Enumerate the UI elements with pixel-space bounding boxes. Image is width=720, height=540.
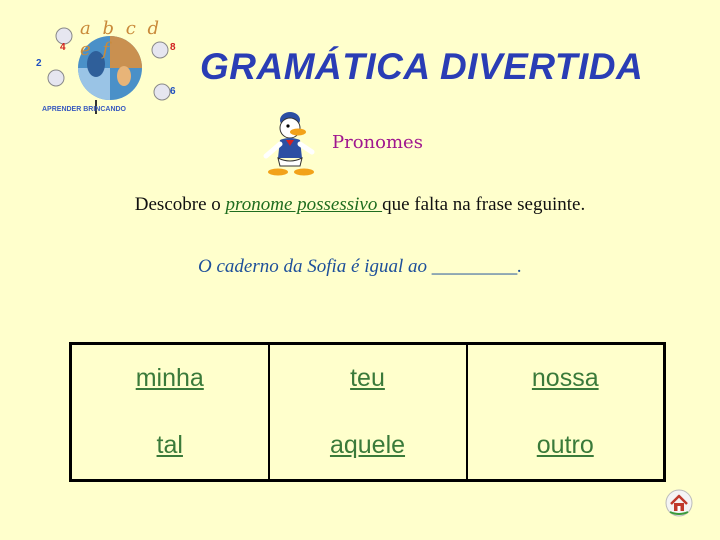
logo-number: 2 [36, 58, 42, 69]
instruction-text [0, 194, 720, 216]
logo-number: 8 [170, 42, 176, 53]
logo-number: 6 [170, 86, 176, 97]
exercise-sentence: O caderno da Sofia é igual ao _________. [197, 256, 523, 277]
page-title: GRAMÁTICA DIVERTIDA [200, 46, 644, 87]
instruction-keyword: pronome possessivo [225, 194, 383, 215]
logo-caption: APRENDER BRINCANDO [42, 106, 127, 113]
duck-mascot-icon [258, 106, 322, 178]
option-aquele[interactable]: aquele [269, 412, 467, 481]
options-row [71, 344, 665, 413]
option-tal[interactable]: tal [156, 431, 183, 459]
option-outro[interactable]: outro [536, 431, 594, 459]
home-icon[interactable] [664, 488, 694, 518]
logo [34, 14, 184, 118]
option-minha[interactable]: minha [135, 364, 204, 392]
answer-options-table [69, 342, 666, 482]
options-row [71, 412, 665, 481]
option-nossa[interactable]: nossa [531, 364, 599, 392]
option-teu[interactable]: teu [269, 344, 467, 413]
instruction-before: Descobre o [134, 194, 226, 215]
instruction-after: que falta na frase seguinte. [382, 194, 586, 215]
logo-number: 4 [60, 42, 66, 53]
lesson-subtitle: Pronomes [332, 132, 423, 153]
logo-letters: a b c d e f [80, 18, 163, 60]
